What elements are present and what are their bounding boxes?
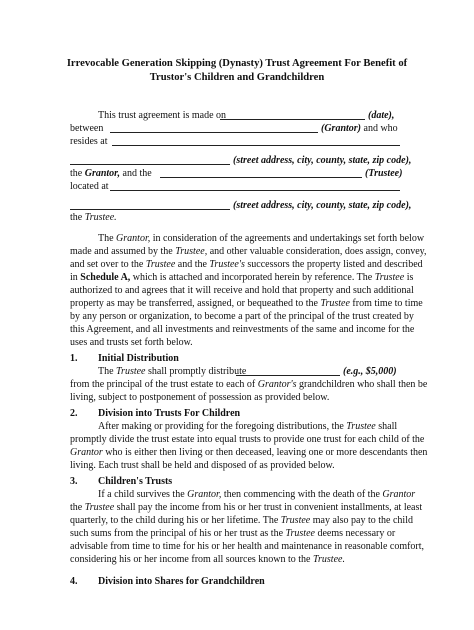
between-text: between [70, 123, 104, 134]
text-run: such sums from the principal of his or her trust as the [70, 528, 286, 539]
section-3-number: 3. [70, 476, 78, 487]
section-2-line-2: promptly divide the trust estate into equal trusts to provide one trust for each child of the [70, 434, 425, 445]
text-run: grandchildren who shall then be [296, 379, 428, 390]
text-run: Trustee [346, 421, 376, 432]
trustee-name-blank[interactable] [160, 177, 362, 178]
trustee-word: Trustee. [84, 212, 117, 223]
text-run: from the principal of the trust estate to each of [70, 379, 258, 390]
text-run: shall promptly distribute [145, 366, 247, 377]
grantor-name-blank[interactable] [110, 132, 318, 133]
text-run: who is either then living or then deceased, leaving one or more descendants then [102, 447, 428, 458]
section-3-heading: Children's Trusts [98, 476, 173, 487]
section-1-line-1 [98, 365, 246, 378]
grantor-address-blank-2[interactable] [70, 164, 230, 165]
the-trustee-line [70, 211, 117, 224]
the-text: the [70, 168, 83, 179]
para1-line-8: this Agreement, and all investments and reinvestments of the same and income for the [70, 324, 415, 335]
section-1-number: 1. [70, 353, 78, 364]
text-run: quarterly, to the child during his or her lifetime. The [70, 515, 281, 526]
section-3-line-4 [70, 527, 395, 540]
para1-line-7: by any person or organization, to become a part of the principal of the trust created by [70, 311, 414, 322]
text-run: Grantor [382, 489, 416, 500]
date-label: (date), [368, 110, 395, 121]
text-run: shall [375, 421, 398, 432]
trustee-label: (Trustee) [365, 168, 403, 179]
text-run: is [404, 272, 414, 283]
intro-line-made-on [98, 109, 226, 122]
text-run: the [70, 502, 85, 513]
text-run: Trustee's [209, 259, 245, 270]
para1-line-2 [70, 245, 427, 258]
text-run: If a child survives the [98, 489, 188, 500]
para1-line-9: uses and trusts set forth below. [70, 337, 193, 348]
trustee-address-label: (street address, city, county, state, zip code), [233, 200, 412, 211]
trustee-address-blank-2[interactable] [70, 209, 230, 210]
text-run: Trustee. [313, 554, 345, 565]
text-run: deems necessary or [314, 528, 396, 539]
section-2-heading: Division into Trusts For Children [98, 408, 241, 419]
section-2-line-1 [98, 420, 397, 433]
section-1-line-2 [70, 378, 427, 391]
text-run: property as may be transferred, assigned, or bequeathed to the [70, 298, 321, 309]
title-line-2: Trustor's Children and Grandchildren [149, 71, 325, 83]
section-3-line-3 [70, 514, 413, 527]
section-3-line-6 [70, 553, 345, 566]
and-who-text: and who [363, 123, 398, 134]
the-text-2: the [70, 212, 83, 223]
text-run: and set over to the [70, 259, 146, 270]
grantor-trustee-line [70, 167, 152, 180]
section-4-number: 4. [70, 576, 78, 587]
section-3-line-2 [70, 501, 422, 514]
para1-line-5: authorized to and agrees that it will receive and hold that property and such additional [70, 285, 414, 296]
made-on-text: This trust agreement is made on [98, 110, 227, 121]
section-4-heading: Division into Shares for Grandchildren [98, 576, 265, 587]
trustee-address-blank-1[interactable] [110, 190, 400, 191]
text-run: considering his or her income from all sources known to the [70, 554, 313, 565]
text-run: in consideration of the agreements and undertakings set forth below [150, 233, 425, 244]
section-2-line-3 [70, 446, 427, 459]
text-run: Grantor, [187, 489, 222, 500]
section-3-line-5: advisable from time to time for his or her health and maintenance in reasonable comfort, [70, 541, 425, 552]
para1-line-6 [70, 297, 423, 310]
grantor-label: (Grantor) [321, 123, 362, 134]
text-run: Trustee [285, 528, 315, 539]
section-2-line-4: living. Each trust shall be held and disposed of as provided below. [70, 460, 335, 471]
grantor-address-blank-1[interactable] [112, 145, 400, 146]
text-run: successors the property listed and described [244, 259, 423, 270]
grantor-address-label: (street address, city, county, state, zip code), [233, 155, 412, 166]
grantor-word: Grantor, [84, 168, 121, 179]
distribution-example: (e.g., $5,000) [343, 366, 397, 377]
text-run: and the [175, 259, 210, 270]
para1-line-4 [70, 271, 413, 284]
section-2-number: 2. [70, 408, 78, 419]
text-run: Trustee [145, 259, 176, 270]
text-run: Trustee [320, 298, 350, 309]
text-run: may also pay to the child [310, 515, 413, 526]
distribution-amount-blank[interactable] [236, 375, 340, 376]
para1-line-1 [98, 232, 424, 245]
text-run: Trustee [374, 272, 405, 283]
text-run: Trustee, [175, 246, 208, 257]
text-run: Grantor [70, 447, 103, 458]
title-line-1: Irrevocable Generation Skipping (Dynasty) Trust Agreement For Benefit of [66, 58, 408, 69]
text-run: The [98, 366, 117, 377]
resides-at-text: resides at [70, 136, 108, 147]
text-run: Grantor, [116, 233, 151, 244]
text-run: and other valuable consideration, does assign, convey, [207, 246, 427, 257]
text-run: which is attached and incorporated herein by reference. The [130, 272, 375, 283]
text-run: Trustee [84, 502, 115, 513]
text-run: The [98, 233, 117, 244]
date-blank[interactable] [220, 119, 365, 120]
located-at-text: located at [70, 181, 109, 192]
section-1-line-3: living, subject to postponement of possession as provided below. [70, 392, 330, 403]
section-3-line-1 [98, 488, 415, 501]
text-run: from time to time [349, 298, 423, 309]
text-run: Grantor's [257, 379, 297, 390]
text-run: then commencing with the death of the [221, 489, 383, 500]
and-the-text: and the [122, 168, 152, 179]
grantor-line-tail [321, 122, 398, 135]
para1-line-3 [70, 258, 423, 271]
text-run: in [70, 272, 81, 283]
text-run: shall pay the income from his or her trust in convenient installments, at least [114, 502, 423, 513]
section-1-heading: Initial Distribution [98, 353, 179, 364]
text-run: made and assumed by the [70, 246, 176, 257]
text-run: Trustee [116, 366, 146, 377]
document-title [40, 57, 434, 84]
text-run: Trustee [280, 515, 311, 526]
text-run: Schedule A, [80, 272, 131, 283]
text-run: After making or providing for the foregoing distributions, the [98, 421, 347, 432]
